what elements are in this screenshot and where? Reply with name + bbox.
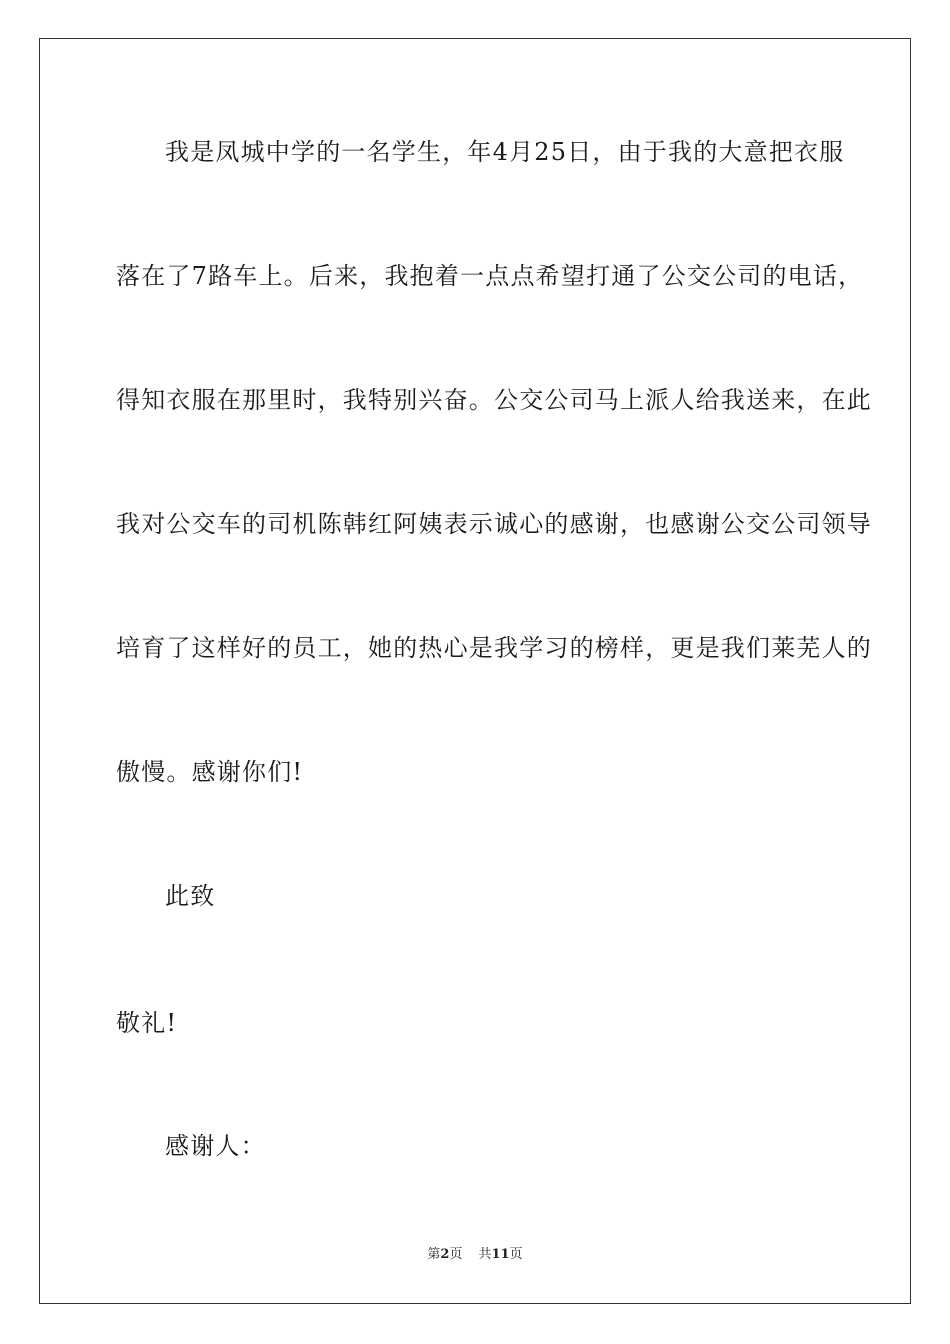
page-current: 2 <box>440 1247 450 1262</box>
signature-label: 感谢人： <box>165 1132 266 1160</box>
letter-line-4: 我对公交车的司机陈韩红阿姨表示诚心的感谢，也感谢公交公司领导 <box>116 510 872 538</box>
total-suffix: 页 <box>509 1247 523 1262</box>
letter-line-2: 落在了7路车上。后来，我抱着一点点希望打通了公交公司的电话， <box>116 262 864 290</box>
page-prefix: 第 <box>427 1247 441 1262</box>
page-total: 11 <box>491 1247 510 1262</box>
closing-text: 此致 <box>165 882 216 910</box>
page-footer <box>0 1247 950 1263</box>
letter-line-1: 我是凤城中学的一名学生，年4月25日，由于我的大意把衣服 <box>165 138 845 166</box>
total-prefix: 共 <box>478 1247 492 1262</box>
salute-text: 敬礼! <box>116 1009 178 1037</box>
letter-line-3: 得知衣服在那里时，我特别兴奋。公交公司马上派人给我送来，在此 <box>116 386 872 414</box>
letter-line-5: 培育了这样好的员工，她的热心是我学习的榜样，更是我们莱芜人的 <box>116 634 872 662</box>
page-suffix: 页 <box>449 1247 463 1262</box>
letter-line-6: 傲慢。感谢你们! <box>116 758 304 786</box>
page-border <box>39 38 911 1304</box>
